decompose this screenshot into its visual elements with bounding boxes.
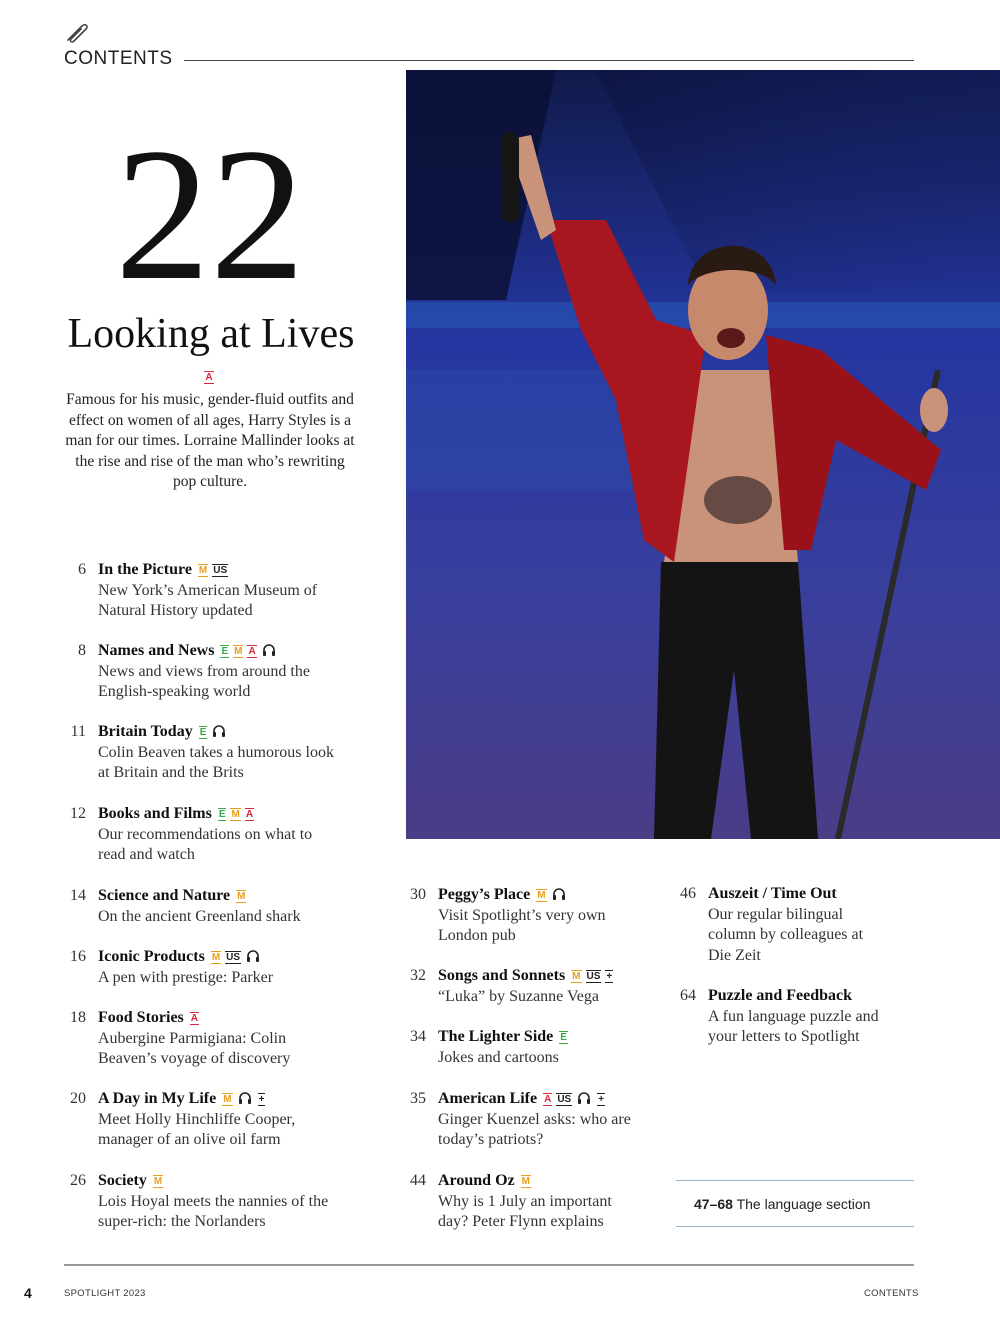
headphones-icon: [262, 643, 276, 657]
entry-title: American Life: [438, 1090, 538, 1107]
entry-title: Science and Nature: [98, 887, 231, 904]
entry-title: Around Oz: [438, 1172, 515, 1189]
entry-title: In the Picture: [98, 561, 192, 578]
level-m-badge: M: [153, 1176, 163, 1187]
us-badge: US: [213, 565, 228, 576]
entry-description: Lois Hoyal meets the nannies of the super-rich: the Norlanders: [98, 1192, 329, 1230]
header-rule: [184, 60, 914, 61]
entry-description: Why is 1 July an important day? Peter Flynn explains: [438, 1192, 612, 1230]
plus-badge: +: [258, 1094, 265, 1105]
headphones-icon: [577, 1091, 591, 1105]
entry-title: Books and Films: [98, 805, 212, 822]
us-badge: US: [557, 1094, 572, 1105]
level-m-badge: M: [198, 565, 208, 576]
entry-page: 8: [78, 642, 86, 659]
entry-page: 26: [70, 1172, 86, 1189]
level-a-badge: A: [245, 809, 254, 820]
entry-description: Jokes and cartoons: [438, 1048, 559, 1066]
entry-page: 11: [70, 723, 86, 740]
page-number: 4: [24, 1285, 32, 1301]
level-e-badge: E: [218, 809, 226, 820]
level-m-badge: M: [211, 952, 221, 963]
feature-title: Looking at Lives: [67, 311, 355, 357]
entry-description: A fun language puzzle and your letters to Spotlight: [708, 1007, 879, 1045]
level-a-badge: A: [205, 372, 213, 383]
language-box-top-rule: [676, 1180, 914, 1181]
entry-description: A pen with prestige: Parker: [98, 968, 274, 986]
level-m-badge: M: [223, 1094, 232, 1105]
level-m-badge: M: [237, 891, 246, 902]
entry-page: 64: [680, 987, 696, 1004]
entry-description: Our recommendations on what to read and watch: [98, 825, 313, 863]
entry-title: Iconic Products: [98, 948, 205, 965]
entry-description: Meet Holly Hinchliffe Cooper, manager of an olive oil farm: [98, 1110, 296, 1148]
footer-rule: [64, 1264, 914, 1266]
headphones-icon: [212, 724, 226, 738]
level-a-badge: A: [190, 1013, 199, 1024]
entry-title: Peggy’s Place: [438, 886, 531, 903]
entry-description: Ginger Kuenzel asks: who are today’s patriots?: [438, 1110, 631, 1148]
level-m-badge: M: [234, 646, 243, 657]
level-e-badge: E: [199, 727, 207, 738]
entry-description: Our regular bilingual column by colleagues at Die Zeit: [708, 905, 864, 964]
level-m-badge: M: [537, 890, 546, 901]
cover-photo: [406, 70, 1000, 839]
language-section-link[interactable]: [694, 1196, 870, 1212]
level-e-badge: E: [221, 646, 229, 657]
headphones-icon: [552, 887, 566, 901]
entry-title: The Lighter Side: [438, 1028, 554, 1045]
entry-page: 12: [70, 805, 86, 822]
entry-title: Society: [98, 1172, 147, 1189]
entry-description: On the ancient Greenland shark: [98, 907, 301, 925]
headphones-icon: [238, 1091, 252, 1105]
feature-badges: [194, 366, 224, 385]
entry-description: News and views from around the English-speaking world: [98, 662, 310, 700]
plus-badge: +: [606, 971, 613, 982]
plus-badge: +: [598, 1094, 605, 1105]
entry-description: Visit Spotlight’s very own London pub: [438, 906, 606, 944]
entry-title: A Day in My Life: [98, 1090, 217, 1107]
feature-description: Famous for his music, gender-fluid outfits and effect on women of all ages, Harry Styles is a man for our times. Lorraine Mallinder looks at the rise and rise of the man who’s rewriting pop culture.: [65, 391, 355, 490]
footer-publication: SPOTLIGHT 2023: [64, 1288, 146, 1299]
level-m-badge: M: [231, 809, 240, 820]
entry-page: 46: [680, 885, 696, 902]
us-badge: US: [586, 971, 601, 982]
entry-title: Food Stories: [98, 1009, 184, 1026]
entry-title: Songs and Sonnets: [438, 967, 566, 984]
language-box-bottom-rule: [676, 1226, 914, 1227]
headphones-icon: [246, 949, 260, 963]
entry-page: 6: [78, 561, 86, 578]
entry-title: Names and News: [98, 642, 215, 659]
us-badge: US: [226, 952, 241, 963]
level-m-badge: M: [521, 1176, 530, 1187]
entry-title: Auszeit / Time Out: [708, 885, 837, 902]
level-e-badge: E: [560, 1032, 567, 1043]
section-label: CONTENTS: [64, 48, 173, 69]
footer-section: CONTENTS: [864, 1288, 919, 1299]
entry-description: Colin Beaven takes a humorous look at Britain and the Brits: [98, 743, 334, 781]
language-section-pages: 47–68: [694, 1196, 733, 1212]
entry-page: 18: [70, 1009, 86, 1026]
level-m-badge: M: [572, 971, 581, 982]
level-a-badge: A: [248, 646, 256, 657]
paperclip-icon: [62, 18, 92, 48]
entry-page: 20: [70, 1090, 86, 1107]
entry-page: 34: [410, 1028, 426, 1045]
entry-description: New York’s American Museum of Natural History updated: [98, 581, 318, 619]
entry-page: 14: [70, 887, 86, 904]
level-a-badge: A: [544, 1094, 552, 1105]
entry-page: 16: [70, 948, 86, 965]
entry-title: Puzzle and Feedback: [708, 987, 852, 1004]
entry-page: 44: [410, 1172, 426, 1189]
entry-title: Britain Today: [98, 723, 193, 740]
entry-description: Aubergine Parmigiana: Colin Beaven’s voyage of discovery: [98, 1029, 291, 1067]
entry-page: 32: [410, 967, 426, 984]
language-section-label: The language section: [736, 1196, 871, 1212]
feature-page-number: 22: [115, 110, 305, 320]
entry-description: “Luka” by Suzanne Vega: [438, 987, 599, 1005]
entry-page: 30: [410, 886, 426, 903]
entry-page: 35: [410, 1090, 426, 1107]
